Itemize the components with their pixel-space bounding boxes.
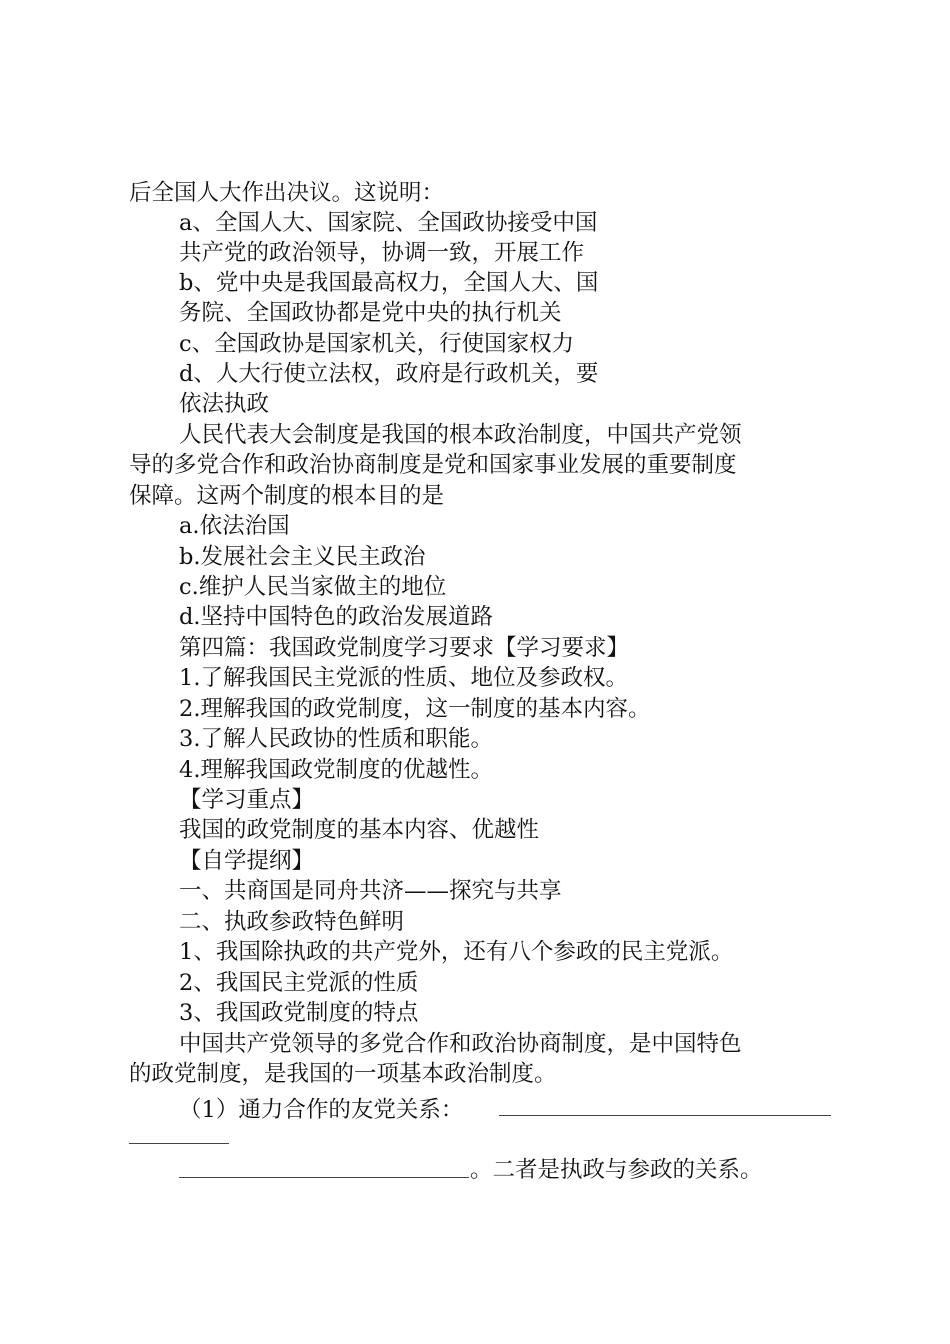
list-item: 2、我国民主党派的性质: [179, 970, 419, 996]
option-d: d、人大行使立法权，政府是行政机关，要: [179, 361, 599, 387]
text-line: 后全国人大作出决议。这说明：: [129, 180, 445, 206]
list-item: 二、执政参政特色鲜明: [179, 909, 405, 935]
option-d: d.坚持中国特色的政治发展道路: [179, 604, 494, 630]
list-item: 3、我国政党制度的特点: [179, 1000, 419, 1026]
section-heading: 第四篇：我国政党制度学习要求【学习要求】: [179, 635, 630, 661]
text-line: 。二者是执政与参政的关系。: [470, 1157, 763, 1183]
subheading: 【学习重点】: [179, 787, 315, 813]
list-item: 2.理解我国的政党制度，这一制度的基本内容。: [179, 696, 651, 722]
answer-blank[interactable]: [179, 1177, 469, 1178]
option-c: c、全国政协是国家机关，行使国家权力: [179, 331, 575, 357]
text-line: 保障。这两个制度的根本目的是: [129, 483, 445, 509]
list-item: 一、共商国是同舟共济——探究与共享: [179, 878, 562, 904]
text-line: 的政党制度，是我国的一项基本政治制度。: [129, 1061, 557, 1087]
answer-blank-continued[interactable]: [129, 1143, 229, 1144]
list-item: 1、我国除执政的共产党外，还有八个参政的民主党派。: [179, 939, 734, 965]
text-line: 中国共产党领导的多党合作和政治协商制度，是中国特色: [179, 1031, 742, 1057]
fill-in-question: [179, 1095, 463, 1125]
answer-blank[interactable]: [499, 1115, 831, 1116]
list-item: 3.了解人民政协的性质和职能。: [179, 726, 493, 752]
text-line: 共产党的政治领导，协调一致，开展工作: [179, 240, 585, 266]
option-b: b、党中央是我国最高权力，全国人大、国: [179, 270, 599, 296]
text-line: 导的多党合作和政治协商制度是党和国家事业发展的重要制度: [129, 452, 737, 478]
text-line: 我国的政党制度的基本内容、优越性: [179, 817, 540, 843]
text-line: 依法执政: [179, 391, 270, 417]
option-a: a.依法治国: [179, 513, 290, 539]
text-line: 人民代表大会制度是我国的根本政治制度，中国共产党领: [179, 422, 742, 448]
option-a: a、全国人大、国家院、全国政协接受中国: [179, 210, 598, 236]
option-b: b.发展社会主义民主政治: [179, 544, 426, 570]
question-label: （1）通力合作的友党关系：: [179, 1097, 464, 1123]
list-item: 1.了解我国民主党派的性质、地位及参政权。: [179, 665, 628, 691]
list-item: 4.理解我国政党制度的优越性。: [179, 757, 493, 783]
subheading: 【自学提纲】: [179, 848, 315, 874]
text-line: 务院、全国政协都是党中央的执行机关: [179, 300, 562, 326]
option-c: c.维护人民当家做主的地位: [179, 574, 447, 600]
